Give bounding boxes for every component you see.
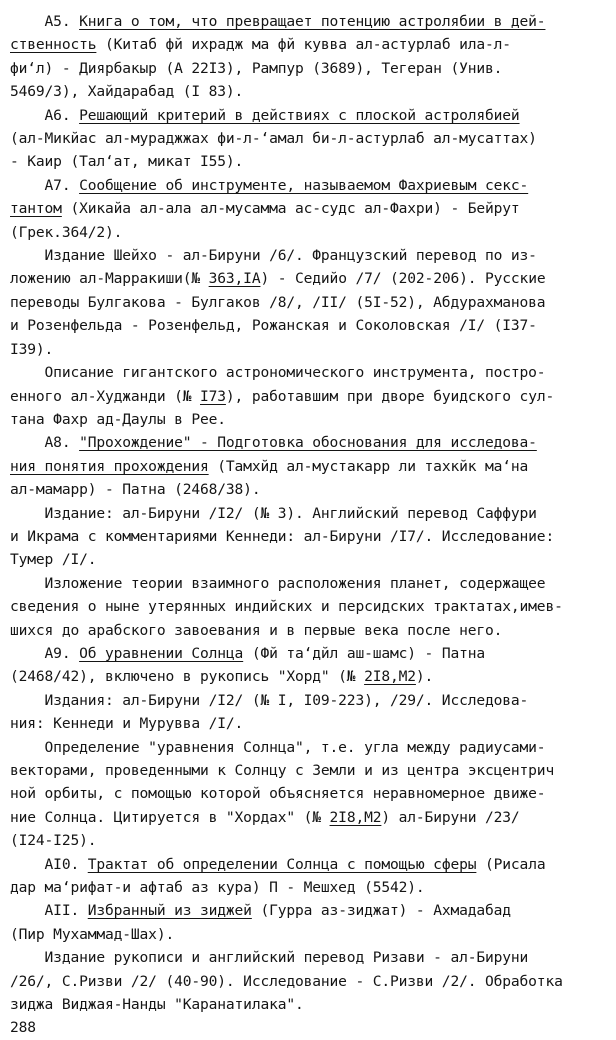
text-run: зиджа Виджая-Нанды "Каранатилака". bbox=[10, 996, 304, 1014]
text-line bbox=[10, 899, 606, 922]
text-line bbox=[10, 150, 606, 173]
text-line bbox=[10, 267, 606, 290]
text-run: Тумер /I/. bbox=[10, 551, 97, 569]
text-run: ) ал-Бируни /23/ bbox=[381, 808, 520, 826]
underlined-title: I73 bbox=[200, 387, 226, 405]
text-run: сведения о ныне утерянных индийских и персидских трактатах,имев- bbox=[10, 598, 563, 616]
text-run: I39). bbox=[10, 340, 54, 358]
text-line bbox=[10, 712, 606, 735]
text-run: АI0. bbox=[10, 855, 88, 873]
text-run: (I24-I25). bbox=[10, 832, 97, 850]
text-run: и Розенфельда - Розенфельд, Рожанская и Соколовская /I/ (I37- bbox=[10, 317, 537, 335]
underlined-title: 363,IА bbox=[208, 270, 261, 288]
text-line bbox=[10, 478, 606, 501]
text-line bbox=[10, 853, 606, 876]
underlined-title: Трактат об определении Солнца с помощью сферы bbox=[87, 855, 477, 873]
text-run: (Китаб фй ихрадж ма фй кувва ал-астурлаб ила-л- bbox=[96, 36, 511, 54]
text-run: А8. bbox=[10, 434, 80, 452]
text-line bbox=[10, 595, 606, 618]
underlined-title: тантом bbox=[10, 200, 62, 218]
underlined-title: Избранный из зиджей bbox=[87, 902, 252, 920]
text-run: (Гурра аз-зиджат) - Ахмадабад bbox=[251, 902, 511, 920]
text-line bbox=[10, 665, 606, 688]
text-line bbox=[10, 525, 606, 548]
text-line bbox=[10, 431, 606, 454]
text-run: шихся до арабского завоевания и в первые века после него. bbox=[10, 621, 503, 639]
text-line bbox=[10, 385, 606, 408]
text-run: Издание рукописи и английский перевод Ризави - ал-Бируни bbox=[10, 949, 529, 967]
document-body bbox=[10, 10, 606, 1016]
text-line bbox=[10, 970, 606, 993]
text-line bbox=[10, 502, 606, 525]
text-line bbox=[10, 291, 606, 314]
text-run: Издание: ал-Бируни /I2/ (№ 3). Английский перевод Саффури bbox=[10, 504, 537, 522]
page-number: 288 bbox=[10, 1019, 36, 1037]
underlined-title: Сообщение об инструменте, называемом Фахриевым секс- bbox=[79, 176, 529, 194]
text-run: (Грек.364/2). bbox=[10, 223, 123, 241]
underlined-title: Решающий критерий в действиях с плоской астролябией bbox=[79, 106, 520, 124]
text-line bbox=[10, 806, 606, 829]
text-line bbox=[10, 736, 606, 759]
text-run: (Тамхйд ал-мустакарр ли тахкйк ма‘на bbox=[208, 457, 529, 475]
text-run: (Фй та‘дйл аш-шамс) - Патна bbox=[243, 644, 486, 662]
text-line bbox=[10, 314, 606, 337]
text-line bbox=[10, 782, 606, 805]
text-run: ал-мамарр) - Патна (2468/38). bbox=[10, 481, 261, 499]
text-line bbox=[10, 993, 606, 1016]
text-run: дар ма‘рифат-и афтаб аз кура) П - Мешхед (5542). bbox=[10, 879, 425, 897]
text-run: А6. bbox=[10, 106, 80, 124]
text-run: /26/, С.Ризви /2/ (40-90). Исследование - С.Ризви /2/. Обработка bbox=[10, 972, 563, 990]
text-line bbox=[10, 80, 606, 103]
text-run: А7. bbox=[10, 176, 80, 194]
text-run: тана Фахр ад-Даулы в Рее. bbox=[10, 410, 226, 428]
text-run: фи‘л) - Диярбакыр (А 22I3), Рампур (3689), Тегеран (Унив. bbox=[10, 59, 503, 77]
text-run: Издания: ал-Бируни /I2/ (№ I, I09-223), /29/. Исследова- bbox=[10, 691, 529, 709]
text-run: ния: Кеннеди и Мурувва /I/. bbox=[10, 715, 244, 733]
text-run: - Каир (Тал‘ат, микат I55). bbox=[10, 153, 244, 171]
underlined-title: 2I8,М2 bbox=[329, 808, 382, 826]
document-page bbox=[10, 10, 606, 1040]
text-line bbox=[10, 57, 606, 80]
text-line bbox=[10, 338, 606, 361]
text-line bbox=[10, 548, 606, 571]
text-line bbox=[10, 619, 606, 642]
text-line bbox=[10, 221, 606, 244]
text-line bbox=[10, 127, 606, 150]
text-line bbox=[10, 829, 606, 852]
text-line bbox=[10, 759, 606, 782]
text-run: (Рисала bbox=[476, 855, 546, 873]
text-run: (2468/42), включено в рукопись "Хорд" (№ bbox=[10, 668, 365, 686]
text-run: А5. bbox=[10, 13, 80, 30]
text-run: ), работавшим при дворе буидского сул- bbox=[225, 387, 555, 405]
text-run: А9. bbox=[10, 644, 80, 662]
underlined-title: ния понятия прохождения bbox=[10, 457, 209, 475]
text-line bbox=[10, 197, 606, 220]
text-run: ложению ал-Марракиши(№ bbox=[10, 270, 209, 288]
text-run: Изложение теории взаимного расположения планет, содержащее bbox=[10, 574, 546, 592]
underlined-title: Книга о том, что превращает потенцию астролябии в дей- bbox=[79, 13, 546, 30]
text-run: ) - Седийо /7/ (202-206). Русские bbox=[260, 270, 546, 288]
underlined-title: Об уравнении Солнца bbox=[79, 644, 244, 662]
text-line bbox=[10, 642, 606, 665]
text-line bbox=[10, 104, 606, 127]
text-run: переводы Булгакова - Булгаков /8/, /II/ (5I-52), Абдурахманова bbox=[10, 293, 546, 311]
text-run: ной орбиты, с помощью которой объясняется неравномерное движе- bbox=[10, 785, 546, 803]
text-run: 5469/3), Хайдарабад (I 83). bbox=[10, 83, 244, 101]
text-line bbox=[10, 455, 606, 478]
text-run: ние Солнца. Цитируется в "Хордах" (№ bbox=[10, 808, 330, 826]
text-run: АII. bbox=[10, 902, 88, 920]
text-run: и Икрама с комментариями Кеннеди: ал-Бируни /I7/. Исследование: bbox=[10, 527, 555, 545]
text-line bbox=[10, 876, 606, 899]
text-run: Определение "уравнения Солнца", т.е. угла между радиусами- bbox=[10, 738, 546, 756]
text-run: енного ал-Худжанди (№ bbox=[10, 387, 200, 405]
text-run: (Хикайа ал-ала ал-мусамма ас-судс ал-Фахри) - Бейрут bbox=[61, 200, 520, 218]
text-line bbox=[10, 33, 606, 56]
text-line bbox=[10, 244, 606, 267]
text-line bbox=[10, 361, 606, 384]
text-run: векторами, проведенными к Солнцу с Земли и из центра эксцентрич bbox=[10, 762, 555, 779]
text-line bbox=[10, 10, 606, 33]
text-run: Издание Шейхо - ал-Бируни /6/. Французский перевод по из- bbox=[10, 247, 537, 265]
underlined-title: "Прохождение" - Подготовка обоснования для исследова- bbox=[79, 434, 537, 452]
text-run: (ал-Микйас ал-мураджжах фи-л-‘амал би-л-астурлаб ал-мусаттах) bbox=[10, 130, 537, 148]
text-run: ). bbox=[415, 668, 434, 686]
text-run: (Пир Мухаммад-Шах). bbox=[10, 925, 175, 943]
text-line bbox=[10, 689, 606, 712]
text-line bbox=[10, 408, 606, 431]
text-line bbox=[10, 572, 606, 595]
text-run: Описание гигантского астрономического инструмента, постро- bbox=[10, 364, 546, 382]
text-line bbox=[10, 174, 606, 197]
underlined-title: ственность bbox=[10, 36, 97, 54]
text-line bbox=[10, 923, 606, 946]
underlined-title: 2I8,М2 bbox=[364, 668, 416, 686]
text-line bbox=[10, 946, 606, 969]
